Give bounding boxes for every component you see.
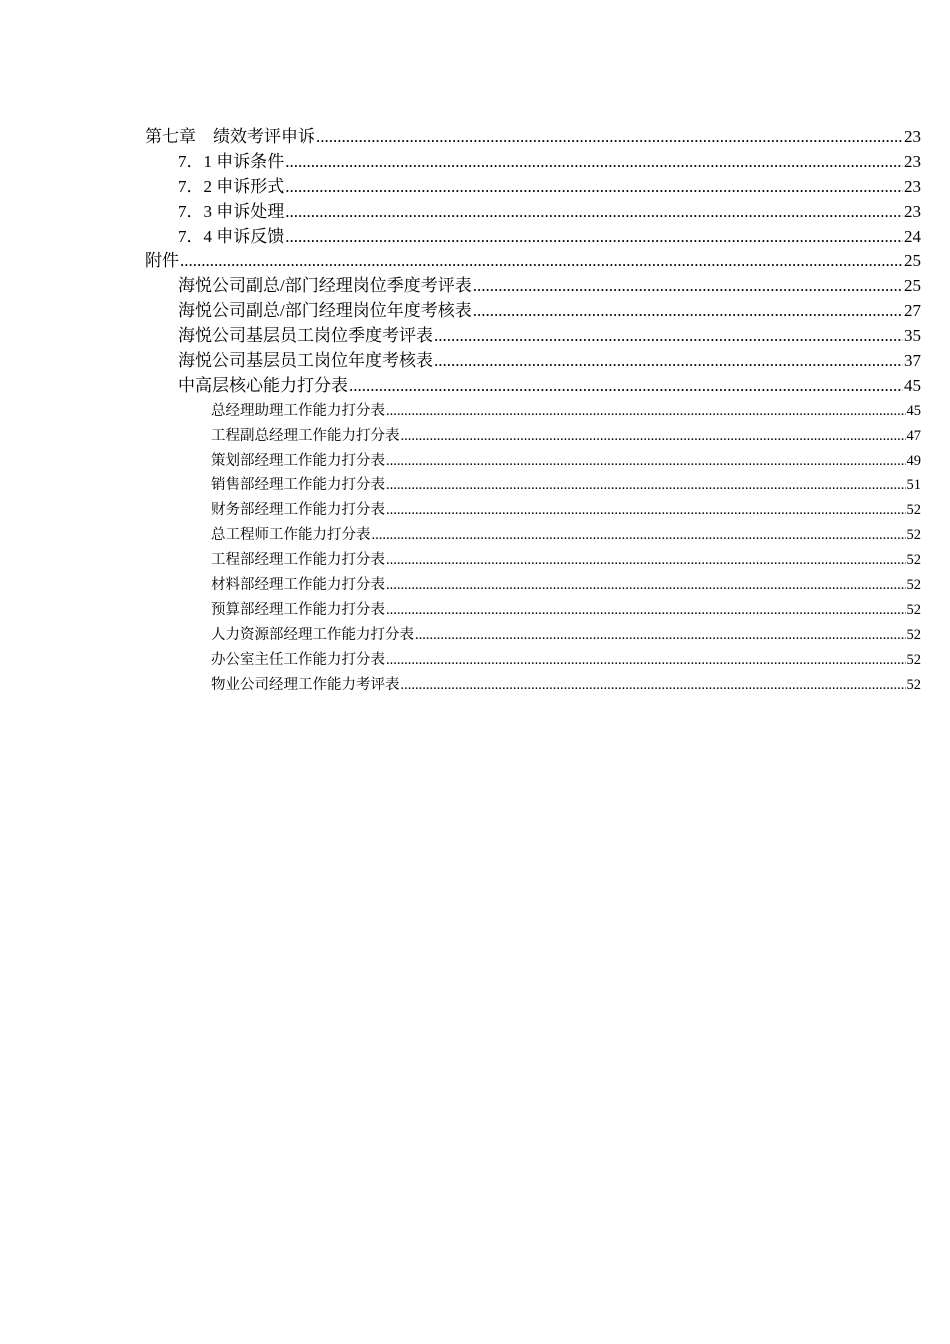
dot-leader: [434, 324, 903, 349]
toc-entry-title: 7．2 申诉形式: [178, 176, 285, 196]
toc-entry[interactable]: [145, 175, 921, 200]
toc-entry-title: 总经理助理工作能力打分表: [211, 402, 385, 419]
toc-entry-page-number: 52: [906, 626, 921, 643]
toc-entry-title: 人力资源部经理工作能力打分表: [211, 626, 414, 643]
toc-entry-title: 预算部经理工作能力打分表: [211, 601, 385, 618]
dot-leader: [401, 424, 906, 449]
toc-entry-title: 附件: [145, 251, 179, 271]
dot-leader: [285, 200, 903, 225]
toc-entry-page-number: 47: [906, 427, 921, 444]
toc-entry-page-number: 25: [904, 251, 921, 271]
toc-entry[interactable]: [145, 299, 921, 324]
toc-entry-title: 海悦公司副总/部门经理岗位年度考核表: [178, 301, 472, 321]
toc-entry[interactable]: [145, 548, 921, 573]
toc-entry-page-number: 23: [904, 176, 921, 196]
toc-entry-page-number: 25: [904, 276, 921, 296]
toc-entry[interactable]: [145, 449, 921, 474]
toc-entry[interactable]: [145, 598, 921, 623]
toc-entry[interactable]: [145, 274, 921, 299]
toc-entry-page-number: 23: [904, 201, 921, 221]
dot-leader: [285, 175, 903, 200]
toc-entry-title: 7．1 申诉条件: [178, 151, 285, 171]
toc-entry[interactable]: [145, 125, 921, 150]
dot-leader: [285, 225, 903, 250]
toc-entry[interactable]: [145, 399, 921, 424]
toc-entry[interactable]: [145, 673, 921, 698]
toc-entry[interactable]: [145, 523, 921, 548]
toc-entry-title: 财务部经理工作能力打分表: [211, 502, 385, 519]
dot-leader: [473, 274, 903, 299]
dot-leader: [401, 673, 906, 698]
toc-entry[interactable]: [145, 623, 921, 648]
toc-entry-title: 总工程师工作能力打分表: [211, 527, 371, 544]
dot-leader: [386, 449, 906, 474]
table-of-contents: [145, 125, 921, 697]
dot-leader: [285, 150, 903, 175]
toc-entry-page-number: 24: [904, 226, 921, 246]
toc-entry[interactable]: [145, 324, 921, 349]
toc-entry-page-number: 45: [906, 402, 921, 419]
toc-entry-page-number: 52: [906, 651, 921, 668]
dot-leader: [386, 573, 906, 598]
toc-entry-title: 物业公司经理工作能力考评表: [211, 676, 400, 693]
dot-leader: [386, 473, 906, 498]
dot-leader: [434, 349, 903, 374]
dot-leader: [386, 648, 906, 673]
dot-leader: [386, 399, 906, 424]
toc-entry-page-number: 52: [906, 577, 921, 594]
toc-entry-title: 海悦公司副总/部门经理岗位季度考评表: [178, 276, 472, 296]
toc-entry-page-number: 52: [906, 527, 921, 544]
toc-entry-page-number: 52: [906, 552, 921, 569]
toc-entry[interactable]: [145, 648, 921, 673]
toc-entry-page-number: 27: [904, 301, 921, 321]
toc-entry-page-number: 37: [904, 351, 921, 371]
toc-entry-page-number: 23: [904, 151, 921, 171]
toc-entry-title: 办公室主任工作能力打分表: [211, 651, 385, 668]
toc-entry-title: 工程部经理工作能力打分表: [211, 552, 385, 569]
toc-entry-title: 中高层核心能力打分表: [178, 375, 348, 395]
toc-entry[interactable]: [145, 498, 921, 523]
toc-entry-title: 7．4 申诉反馈: [178, 226, 285, 246]
dot-leader: [415, 623, 906, 648]
dot-leader: [180, 249, 903, 274]
toc-entry[interactable]: [145, 225, 921, 250]
toc-entry[interactable]: [145, 249, 921, 274]
dot-leader: [349, 374, 903, 399]
dot-leader: [386, 498, 906, 523]
toc-entry-title: 7．3 申诉处理: [178, 201, 285, 221]
toc-entry-page-number: 35: [904, 326, 921, 346]
toc-entry[interactable]: [145, 374, 921, 399]
dot-leader: [372, 523, 906, 548]
toc-entry[interactable]: [145, 349, 921, 374]
toc-entry-page-number: 52: [906, 676, 921, 693]
toc-entry[interactable]: [145, 573, 921, 598]
toc-entry[interactable]: [145, 473, 921, 498]
toc-entry-page-number: 23: [904, 127, 921, 146]
toc-entry-title: 工程副总经理工作能力打分表: [211, 427, 400, 444]
toc-entry-page-number: 45: [904, 375, 921, 395]
toc-entry-title: 材料部经理工作能力打分表: [211, 577, 385, 594]
dot-leader: [316, 125, 903, 150]
toc-entry[interactable]: [145, 200, 921, 225]
dot-leader: [386, 598, 906, 623]
dot-leader: [386, 548, 906, 573]
toc-entry-page-number: 51: [906, 477, 921, 494]
toc-entry-title: 第七章 绩效考评申诉: [145, 127, 315, 146]
toc-entry-page-number: 52: [906, 601, 921, 618]
toc-entry-page-number: 52: [906, 502, 921, 519]
toc-entry-title: 销售部经理工作能力打分表: [211, 477, 385, 494]
toc-entry[interactable]: [145, 424, 921, 449]
toc-entry-title: 策划部经理工作能力打分表: [211, 452, 385, 469]
toc-entry-title: 海悦公司基层员工岗位季度考评表: [178, 326, 433, 346]
toc-entry[interactable]: [145, 150, 921, 175]
toc-entry-title: 海悦公司基层员工岗位年度考核表: [178, 351, 433, 371]
dot-leader: [473, 299, 903, 324]
toc-entry-page-number: 49: [906, 452, 921, 469]
